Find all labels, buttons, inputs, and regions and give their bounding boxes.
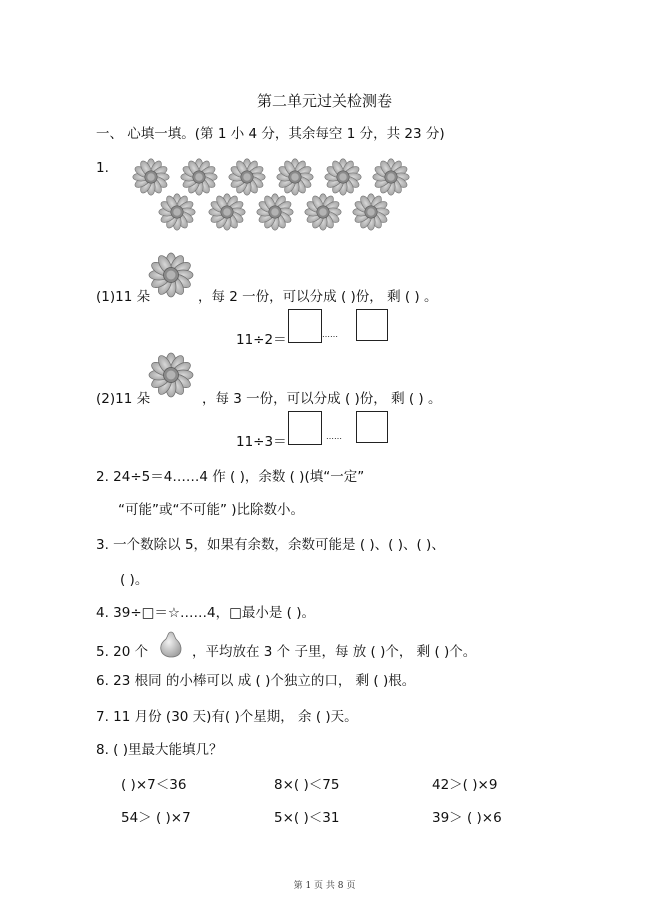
q1-eq1-dots: …… <box>322 330 338 339</box>
page-footer: 第 1 页 共 8 页 <box>293 881 356 891</box>
q1-part1-prefix: (1)11 朵 <box>96 289 151 305</box>
flower-icon <box>372 158 410 196</box>
answer-box[interactable] <box>356 309 388 341</box>
q1-part2-text: ，每 3 一份，可以分成 ( )份， 剩 ( ) 。 <box>202 391 442 407</box>
flower-icon <box>276 158 314 196</box>
q2-line1: 2. 24÷5＝4……4 作 ( )，余数 ( )(填“一定” <box>96 469 365 485</box>
flower-icon <box>304 193 342 231</box>
q1-number: 1. <box>96 160 109 176</box>
q8-item: 39＞ ( )×6 <box>432 810 502 826</box>
flower-icon <box>148 352 194 398</box>
pear-icon <box>156 630 186 658</box>
q7-text: 7. 11 月份 (30 天)有( )个星期， 余 ( )天。 <box>96 709 358 725</box>
page-title: 第二单元过关检测卷 <box>256 92 392 110</box>
q5-text: ，平均放在 3 个 子里，每 放 ( )个， 剩 ( )个。 <box>192 644 477 660</box>
q3-line1: 3. 一个数除以 5，如果有余数，余数可能是 ( )、( )、( )、 <box>96 537 445 553</box>
q1-eq2-left: 11÷3＝ <box>236 434 287 450</box>
answer-box[interactable] <box>356 411 388 443</box>
q8-item: ( )×7＜36 <box>121 777 187 793</box>
q1-eq2-dots: …… <box>326 432 342 441</box>
q1-part2-prefix: (2)11 朵 <box>96 391 151 407</box>
flower-icon <box>158 193 196 231</box>
q1-part1-text: ，每 2 一份，可以分成 ( )份， 剩 ( ) 。 <box>198 289 438 305</box>
q8-item: 42＞( )×9 <box>432 777 498 793</box>
flower-icon <box>208 193 246 231</box>
q2-line2: “可能”或“不可能” )比除数小。 <box>118 502 305 518</box>
q8-item: 8×( )＜75 <box>274 777 340 793</box>
q5-prefix: 5. 20 个 <box>96 644 149 660</box>
q8-text: 8. ( )里最大能填几？ <box>96 742 223 758</box>
flower-icon <box>148 252 194 298</box>
q3-line2: ( )。 <box>120 572 149 588</box>
q6-text: 6. 23 根同 的小棒可以 成 ( )个独立的口， 剩 ( )根。 <box>96 673 416 689</box>
flower-icon <box>256 193 294 231</box>
flower-icon <box>132 158 170 196</box>
flower-icon <box>180 158 218 196</box>
flower-icon <box>324 158 362 196</box>
q8-item: 5×( )＜31 <box>274 810 340 826</box>
flower-icon <box>352 193 390 231</box>
answer-box[interactable] <box>288 411 322 445</box>
q4-text: 4. 39÷□＝☆……4，□最小是 ( )。 <box>96 605 315 621</box>
flower-icon <box>228 158 266 196</box>
q8-item: 54＞ ( )×7 <box>121 810 191 826</box>
q1-eq1-left: 11÷2＝ <box>236 332 287 348</box>
answer-box[interactable] <box>288 309 322 343</box>
section-heading: 一、 心填一填。(第 1 小 4 分，其余每空 1 分，共 23 分) <box>96 126 445 142</box>
